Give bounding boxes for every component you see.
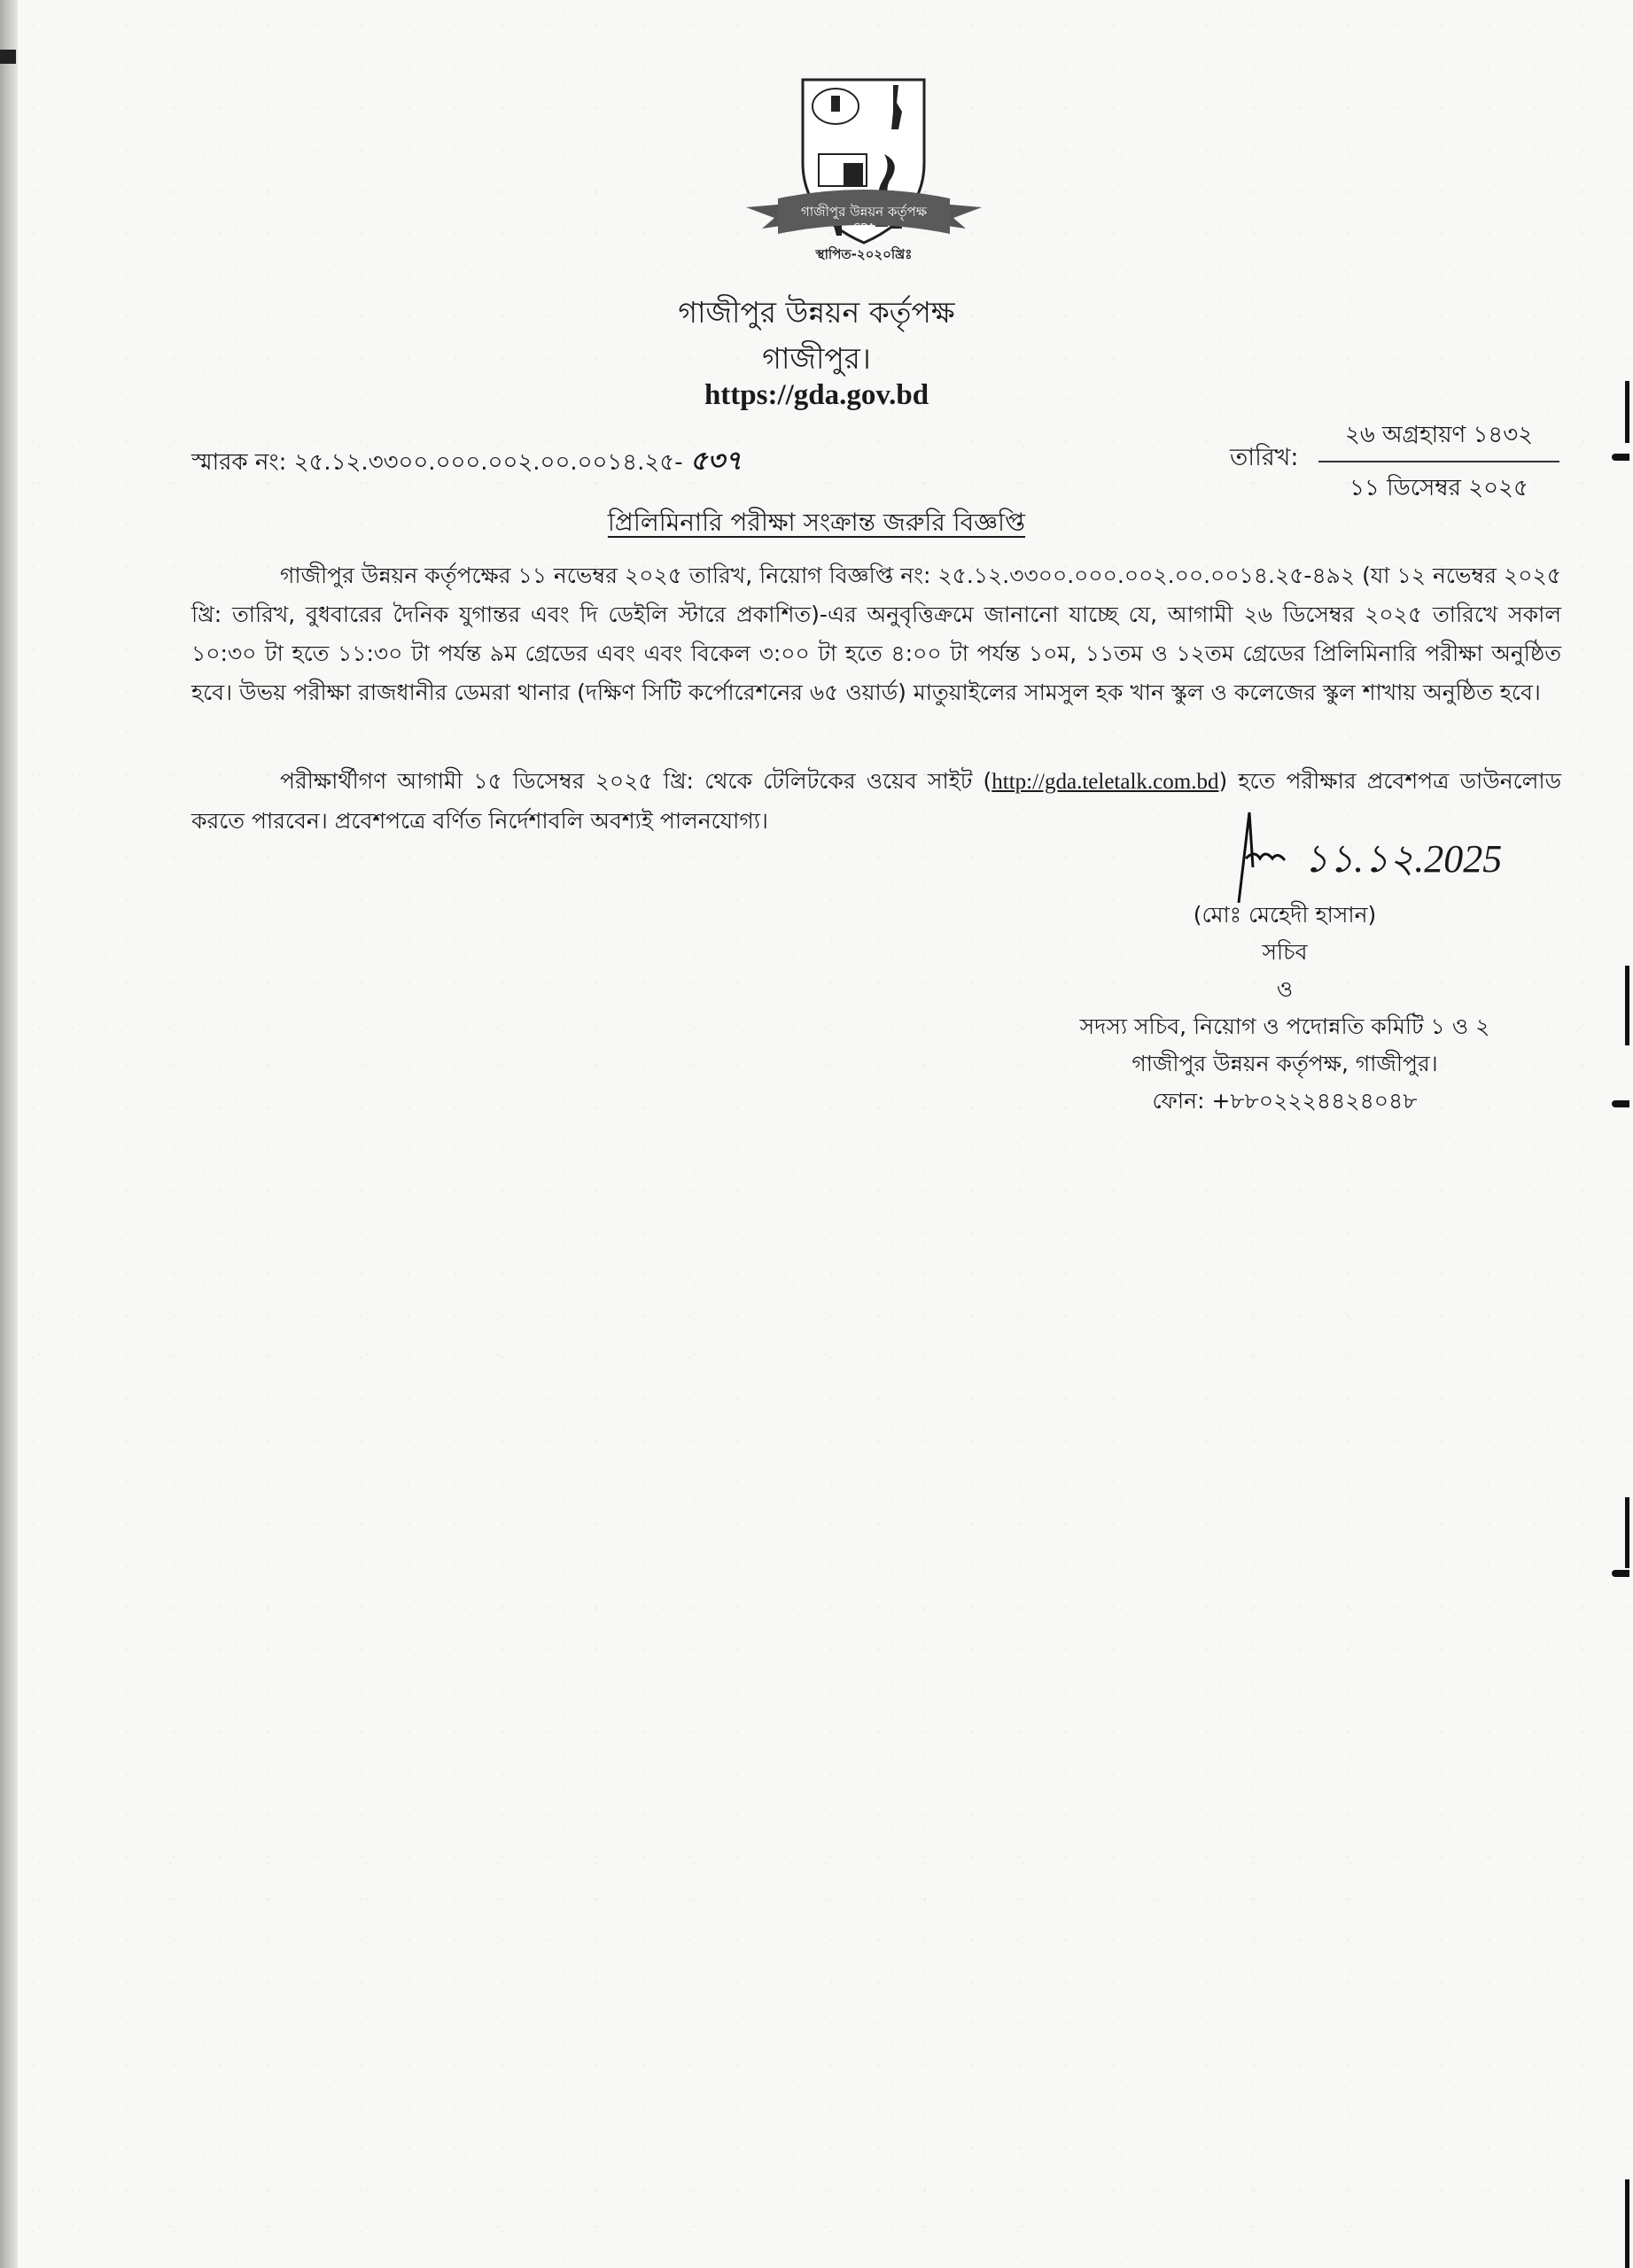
gda-emblem-icon xyxy=(743,74,985,271)
subject-text: প্রিলিমিনারি পরীক্ষা সংক্রান্ত জরুরি বিজ্ঞপ্তি xyxy=(607,508,1026,537)
phone-label: ফোন: xyxy=(1152,1088,1205,1114)
organization-website[interactable]: https://gda.gov.bd xyxy=(704,379,929,411)
signatory-block xyxy=(1019,897,1551,1120)
scan-edge-mark xyxy=(1612,1570,1629,1577)
memo-value: ২৫.১২.৩৩০০.০০০.০০২.০০.০০১৪.২৫- xyxy=(293,449,683,476)
scan-edge-mark xyxy=(1625,966,1629,1045)
svg-text:স্থাপিত-২০২০খ্রিঃ: স্থাপিত-২০২০খ্রিঃ xyxy=(815,246,913,262)
memo-number xyxy=(191,439,742,485)
signature-date: ১১.১২.2025 xyxy=(1303,837,1503,881)
date-block xyxy=(1230,416,1559,501)
signatory-name: (মোঃ মেহেদী হাসান) xyxy=(1193,902,1377,928)
organization-name: গাজীপুর উন্নয়ন কর্তৃপক্ষ xyxy=(678,295,955,330)
date-bangla: ২৬ অগ্রহায়ণ ১৪৩২ xyxy=(1318,416,1559,462)
date-values xyxy=(1318,416,1559,509)
signatory-title: সচিব xyxy=(1262,939,1308,965)
scan-edge-mark xyxy=(1612,1100,1629,1107)
notice-subject xyxy=(0,503,1633,545)
paragraph-2-text-after: ) হতে পরীক্ষার প্রবেশপত্র ডাউনলোড করতে পারবেন। প্রবেশপত্রে বর্ণিত নির্দেশাবলি অবশ্যই পালনযোগ্য। xyxy=(191,768,1561,834)
body-paragraph-1: গাজীপুর উন্নয়ন কর্তৃপক্ষের ১১ নভেম্বর ২০২৫ তারিখ, নিয়োগ বিজ্ঞপ্তি নং: ২৫.১২.৩৩০০.০০০.০০২.০০.০০১৪.২৫-৪৯২ (যা ১২ নভেম্বর ২০২৫ খ্রি: তারিখ, বুধবারের দৈনিক যুগান্তর এবং দি ডেইলি স্টারে প্রকাশিত)-এর অনুবৃত্তিক্রমে জানানো যাচ্ছে যে, আগামী ২৬ ডিসেম্বর ২০২৫ তারিখে সকাল ১০:৩০ টা হতে ১১:৩০ টা পর্যন্ত ৯ম গ্রেডের এবং এবং বিকেল ৩:০০ টা হতে ৪:০০ টা পর্যন্ত ১০ম, ১১তম ও ১২তম গ্রেডের প্রিলিমিনারি পরীক্ষা অনুষ্ঠিত হবে। উভয় পরীক্ষা রাজধানীর ডেমরা থানার (দক্ষিণ সিটি কর্পোরেশনের ৬৫ ওয়ার্ড) মাতুয়াইলের সামসুল হক খান স্কুল ও কলেজের স্কুল শাখায় অনুষ্ঠিত হবে। xyxy=(191,563,1561,705)
svg-text:GDA: GDA xyxy=(852,221,875,233)
memo-handwritten-suffix: ৫৩৭ xyxy=(689,446,743,477)
phone-number: +৮৮০২২২৪৪২৪০৪৮ xyxy=(1211,1088,1418,1114)
teletalk-link[interactable]: http://gda.teletalk.com.bd xyxy=(991,770,1219,794)
signature-scribble-icon xyxy=(1223,841,1294,894)
scan-edge-mark xyxy=(1625,2179,1629,2268)
signatory-phone xyxy=(1019,1083,1551,1120)
paragraph-2-text-before: পরীক্ষার্থীগণ আগামী ১৫ ডিসেম্বর ২০২৫ খ্রি: থেকে টেলিটকের ওয়েব সাইট ( xyxy=(280,768,992,794)
memo-label: স্মারক নং: xyxy=(191,449,287,476)
date-gregorian: ১১ ডিসেম্বর ২০২৫ xyxy=(1349,475,1528,501)
signatory-office: গাজীপুর উন্নয়ন কর্তৃপক্ষ, গাজীপুর। xyxy=(1131,1051,1438,1076)
scan-edge-mark xyxy=(0,50,16,64)
svg-text:গাজীপুর উন্নয়ন কর্তৃপক্ষ: গাজীপুর উন্নয়ন কর্তৃপক্ষ xyxy=(801,204,927,220)
handwritten-signature xyxy=(1223,829,1502,894)
signatory-conjunction: ও xyxy=(1276,976,1294,1002)
organization-city: গাজীপুর। xyxy=(762,341,871,376)
date-label: তারিখ: xyxy=(1230,444,1299,471)
scan-edge-mark xyxy=(1625,1497,1629,1568)
scan-edge-mark xyxy=(1612,454,1629,461)
signatory-role: সদস্য সচিব, নিয়োগ ও পদোন্নতি কমিটি ১ ও ২ xyxy=(1079,1014,1490,1039)
